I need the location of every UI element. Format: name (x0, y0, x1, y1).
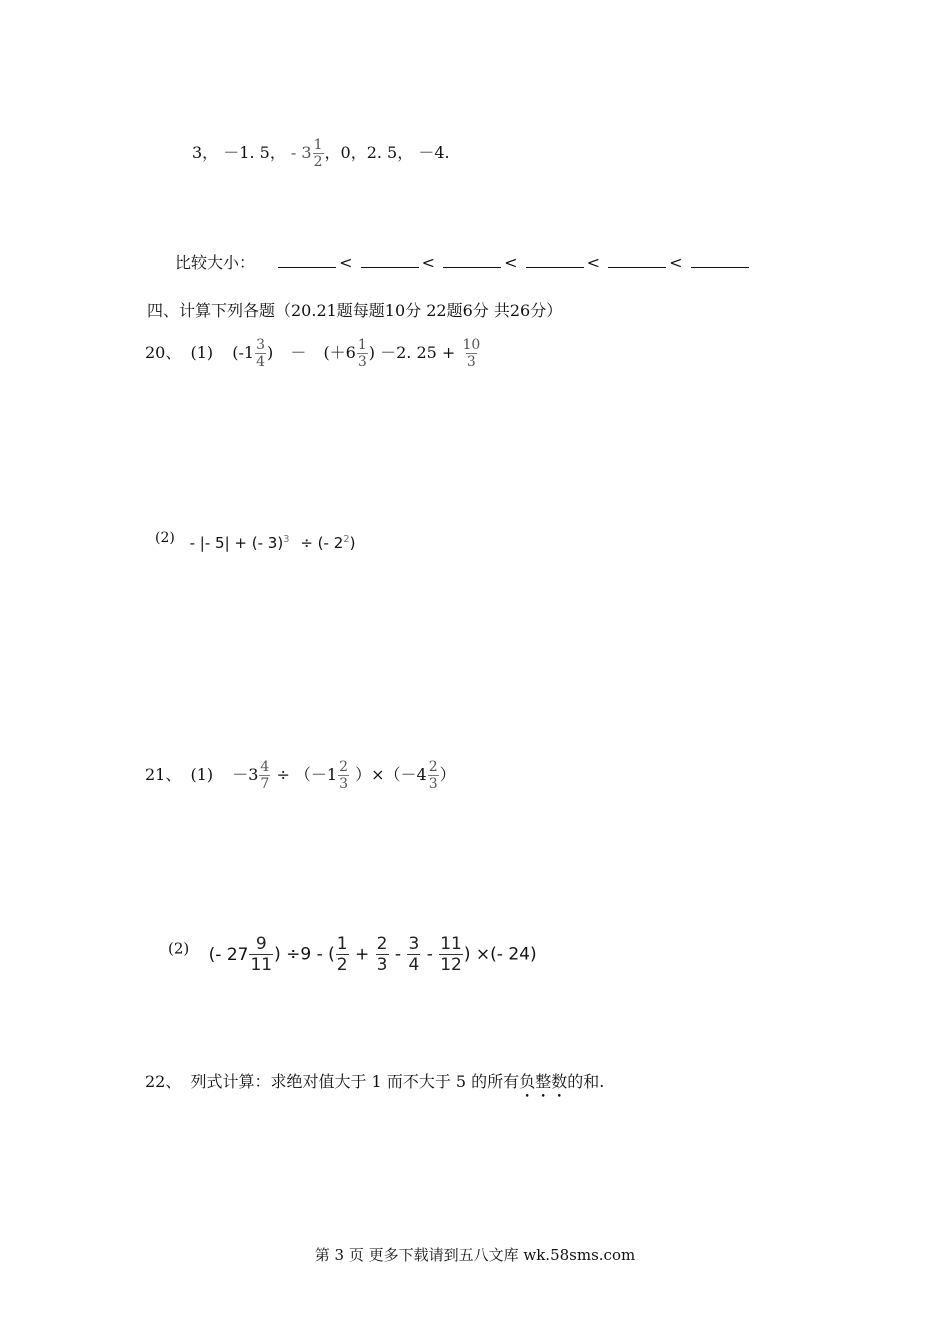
fraction: $\frac{10}{3}$ (462, 337, 481, 370)
answer-blank[interactable] (691, 253, 749, 268)
fraction: $\frac{1}{3}$ (357, 337, 367, 370)
fraction: $\frac{1}{2}$ (313, 137, 323, 170)
page-footer: 第 3 页 更多下载请到五八文库 wk.58sms.com (314, 1246, 636, 1264)
fraction: $\frac{2}{3}$ (339, 759, 349, 792)
question-21-part-2: (2) (- 27 $\frac{9}{11}$ ) ÷9 - ( $\frac{1}{2}$ + $\frac{2}{3}$ - $\frac{3}{4}$ - $\frac{11}{12}$ ) ×(- 24) (168, 934, 537, 975)
question-20-part-2: (2) - |- 5| + (- 3)$^3$ ÷ (- $2^2$) (155, 530, 356, 552)
fraction: $\frac{9}{11}$ (250, 934, 273, 975)
fraction: $\frac{3}{4}$ (256, 337, 265, 370)
answer-blank[interactable] (278, 253, 336, 268)
answer-blank[interactable] (526, 253, 584, 268)
section-heading: 四、计算下列各题（20.21题每题10分 22题6分 共26分） (147, 301, 563, 320)
compare-label: 比较大小： (175, 253, 256, 272)
emphasis-char: 负 (519, 1072, 536, 1091)
question-22: 22、 列式计算：求绝对值大于 1 而不大于 5 的所有负整数的和. (145, 1072, 605, 1091)
fraction: $\frac{2}{3}$ (428, 759, 438, 792)
fraction: $\frac{1}{2}$ (336, 934, 348, 975)
compare-row: 比较大小： < < < < < (175, 253, 752, 273)
fraction: $\frac{3}{4}$ (408, 934, 420, 975)
answer-blank[interactable] (443, 253, 501, 268)
number-list: 3， －1. 5， - 3 $\frac{1}{2}$ ，0，2. 5， －4. (192, 137, 450, 170)
answer-blank[interactable] (608, 253, 666, 268)
fraction: $\frac{2}{3}$ (376, 934, 388, 975)
question-21-part-1: 21、 (1) －3 $\frac{4}{7}$ ÷ （－1 $\frac{2}{3}$ ）×（－4 $\frac{2}{3}$ ） (145, 759, 456, 792)
emphasis-char: 整 (535, 1072, 552, 1091)
fraction: $\frac{11}{12}$ (440, 934, 462, 975)
question-20-part-1: 20、 (1) (-1 $\frac{3}{4}$ ) － (＋6 $\frac{1}{3}$ ) －2. 25 + $\frac{10}{3}$ (145, 337, 481, 370)
fraction: $\frac{4}{7}$ (260, 759, 270, 792)
answer-blank[interactable] (361, 253, 419, 268)
emphasis-char: 数 (551, 1072, 568, 1091)
